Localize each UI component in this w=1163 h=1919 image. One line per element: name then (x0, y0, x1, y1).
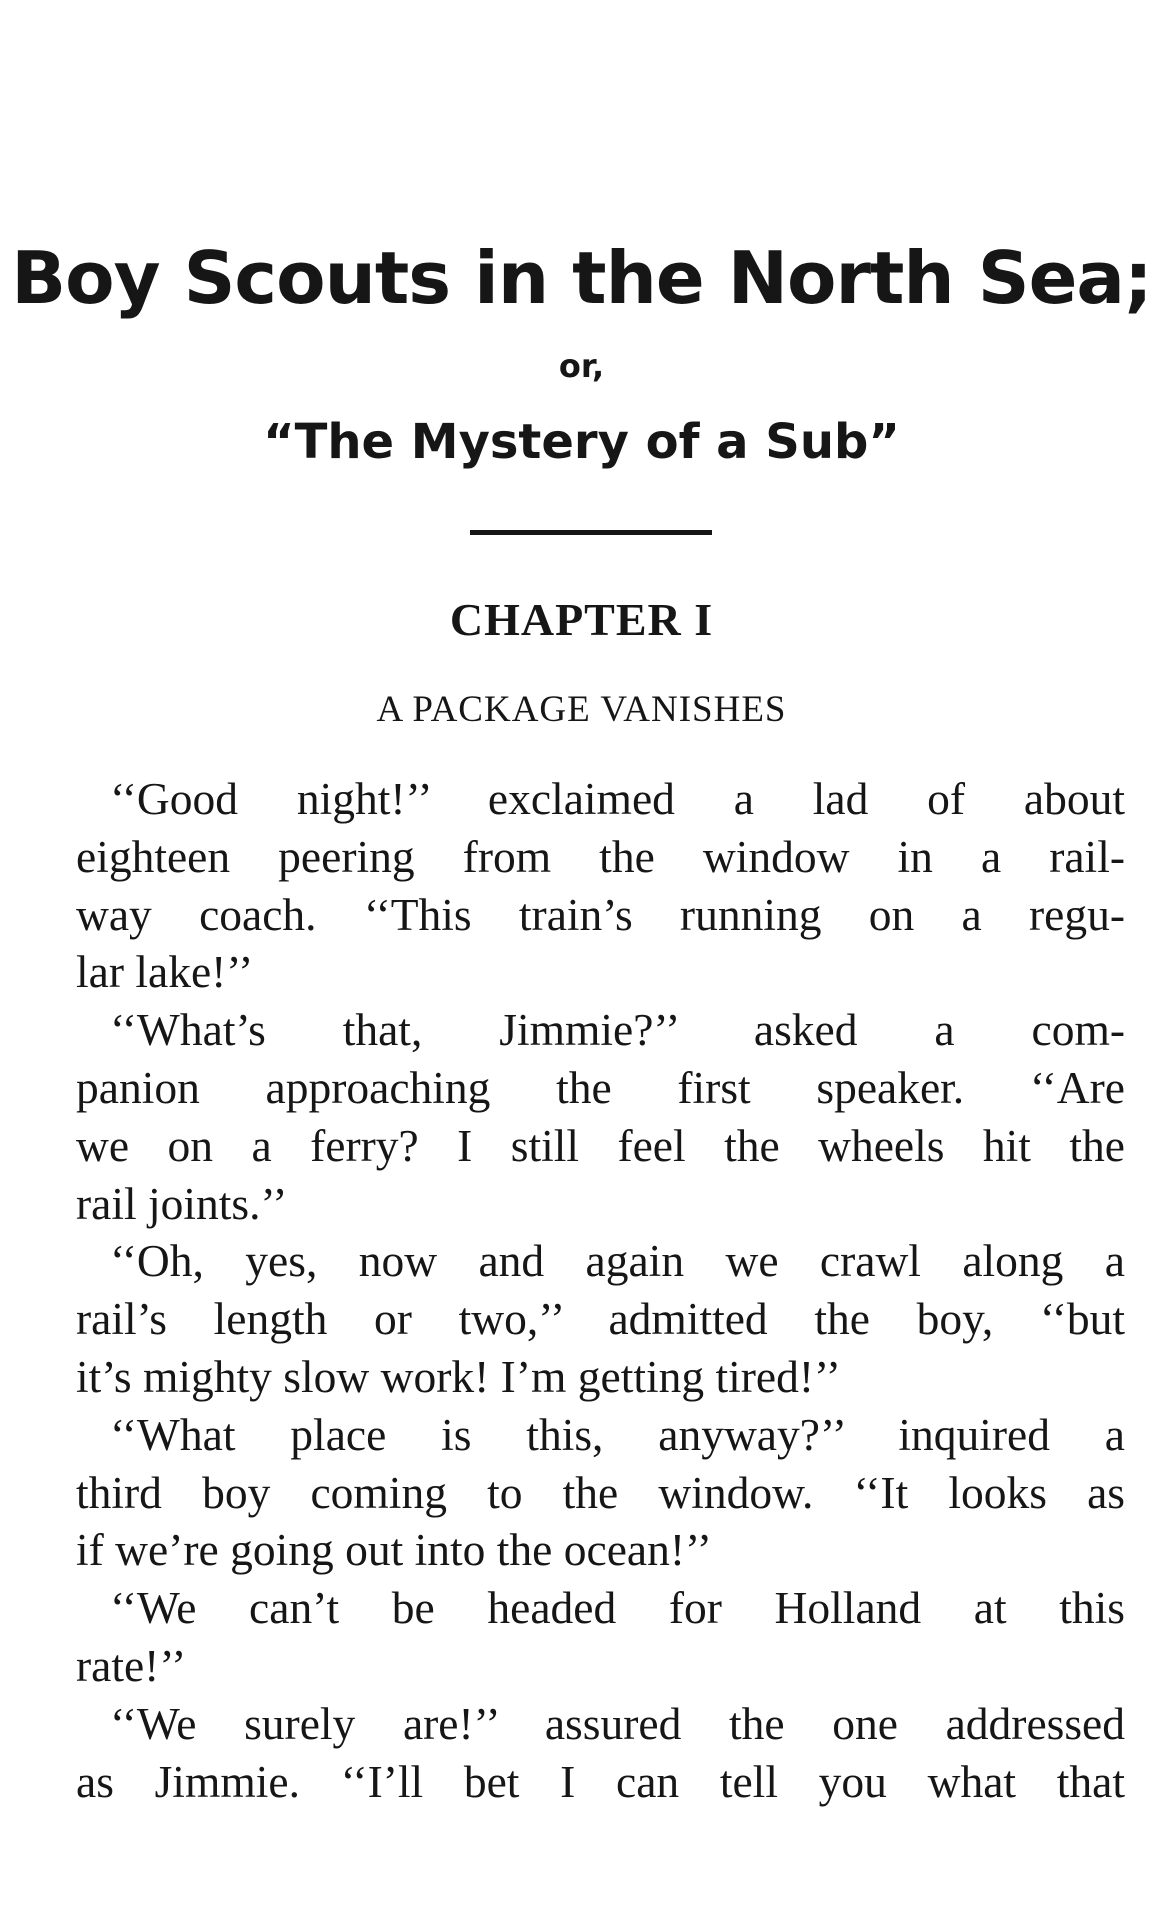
text-line: third boy coming to the window. ‘‘It looks as (76, 1466, 1125, 1518)
chapter-title: A PACKAGE VANISHES (376, 689, 787, 730)
text-line: panion approaching the first speaker. ‘‘Are (76, 1061, 1125, 1113)
text-line: lar lake!’’ (76, 946, 254, 998)
text-line: ‘‘We can’t be headed for Holland at this (110, 1582, 1125, 1634)
book-title: Boy Scouts in the North Sea; (11, 236, 1152, 320)
text-line: as Jimmie. ‘‘I’ll bet I can tell you what that (76, 1755, 1125, 1807)
text-line: we on a ferry? I still feel the wheels hit the (76, 1119, 1125, 1171)
text-line: rail joints.’’ (76, 1177, 288, 1229)
paragraph (76, 1579, 1125, 1695)
text-line: ‘‘What’s that, Jimmie?’’ asked a com- (110, 1004, 1125, 1056)
paragraph (76, 1695, 1125, 1811)
text-line: ‘‘We surely are!’’ assured the one addressed (110, 1697, 1125, 1749)
paragraph (76, 770, 1125, 1001)
text-line: eighteen peering from the window in a rail- (76, 830, 1125, 882)
text-line: way coach. ‘‘This train’s running on a regu- (76, 888, 1125, 940)
text-line: rail’s length or two,’’ admitted the boy, ‘‘but (76, 1293, 1125, 1345)
paragraph (76, 1232, 1125, 1405)
paragraph (76, 1001, 1125, 1232)
chapter-body (76, 770, 1125, 1810)
text-line: rate!’’ (76, 1639, 187, 1691)
paragraph (76, 1406, 1125, 1579)
book-subtitle: “The Mystery of a Sub” (263, 414, 900, 470)
text-line: ‘‘Good night!’’ exclaimed a lad of about (110, 773, 1125, 824)
text-line: if we’re going out into the ocean!’’ (76, 1524, 712, 1576)
title-divider (470, 530, 712, 535)
text-line: ‘‘What place is this, anyway?’’ inquired a (110, 1408, 1125, 1460)
text-line: it’s mighty slow work! I’m getting tired!’’ (76, 1350, 841, 1402)
chapter-number: CHAPTER I (449, 594, 714, 645)
text-line: ‘‘Oh, yes, now and again we crawl along a (110, 1235, 1125, 1287)
title-connector: or, (558, 347, 605, 385)
